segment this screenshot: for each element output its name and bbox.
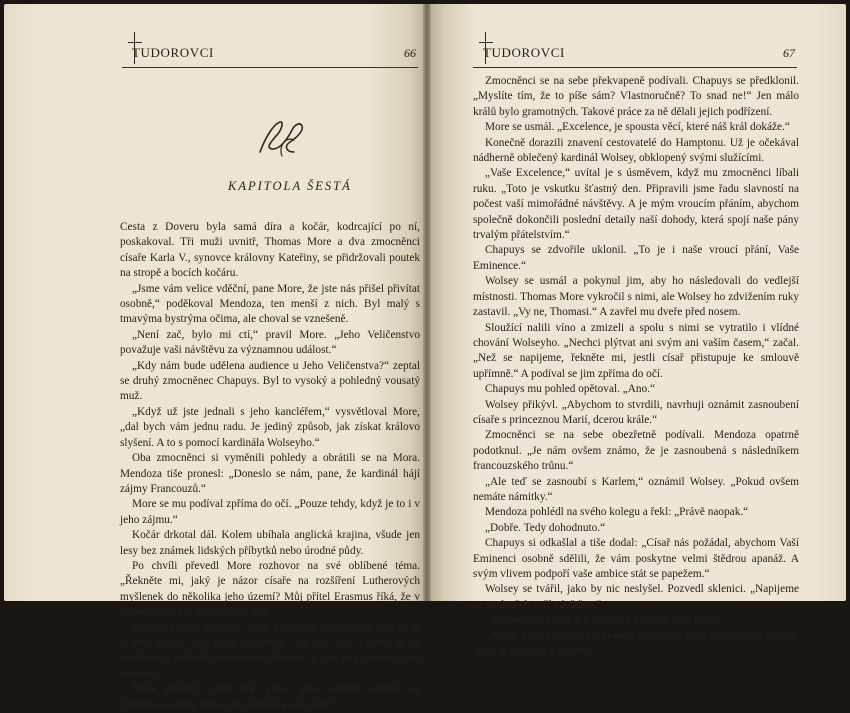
- paragraph: Chapuys mu pohled opětoval. „Ano.“: [485, 383, 656, 396]
- running-head: TUDOROVCI: [132, 45, 214, 60]
- right-page-header: [473, 38, 797, 68]
- paragraph: More se mu podíval zpříma do očí. „Pouze tehdy, když je to i v jeho zájmu.“: [120, 498, 420, 526]
- paragraph: More se usmál. „Excelence, je spousta věcí, které náš král dokáže.“: [485, 121, 790, 134]
- right-page: [427, 4, 846, 658]
- paragraph: „A teď, Vaše Eminence,“ pronesl Mendoza, když si připili na úspěch, „kdy se setkáme s králem?“: [473, 629, 799, 658]
- paragraph: Zmocněnci se na sebe obezřetně podívali. Mendoza opatrně podotknul. „Je nám ovšem známo, že je zasnoubená s následníkem francouzského trůnu.“: [473, 429, 799, 473]
- paragraph: „Rozhodně,“ přitakal Chapuys a pozvedl svůj pohár.: [485, 614, 723, 627]
- page-number: 67: [783, 46, 795, 60]
- paragraph: More přikývl. „Náš král právě píše pamflet útočící na Lutherovo učení, obhajující papeže a naši víru.“: [120, 683, 420, 711]
- paragraph: „Dobře. Tedy dohodnuto.“: [485, 521, 606, 534]
- left-page-header: [122, 38, 418, 68]
- paragraph: Oba zmocněnci si vyměnili pohledy a obrátili se na Mora. Mendoza tiše pronesl: „Doneslo se nám, pane, že kardinál hájí zájmy Francouzů.“: [120, 452, 420, 495]
- paragraph: Mendoza pohlédl na svého kolegu a řekl: „Právě naopak.“: [485, 506, 749, 519]
- paragraph: Kočár drkotal dál. Kolem ubíhala anglická krajina, všude jen lesy bez známek lidských příbytků nebo úrodné půdy.: [120, 529, 420, 557]
- paragraph: „Když už jste jednali s jeho kancléřem,“ vysvětloval More, „dal bych vám jednu radu. Je jediný způsob, jak získat královo slyšení. A to s pomocí kardinála Wolseyho.“: [120, 405, 420, 449]
- chapter-ornament-icon: [252, 116, 312, 160]
- paragraph: Chapuys se zdvořile uklonil. „To je i naše vroucí přání, Vaše Eminence.“: [473, 244, 799, 272]
- paragraph: Wolsey se tvářil, jako by nic neslyšel. Pozvedl sklenici. „Napijeme se na úspěch vaší návštěvy.“: [473, 583, 799, 611]
- open-book-spread: [4, 4, 846, 711]
- left-page: [4, 4, 427, 711]
- header-rule: [122, 67, 418, 68]
- chapter-title: KAPITOLA ŠESTÁ: [228, 179, 352, 193]
- paragraph: „Jsme vám velice vděční, pane More, že jste nás přišel přivítat osobně,“ poděkoval Mendoza, ten menší z nich. Byl malý s tmavýma bystrýma očima, ale choval se vznešeně.: [120, 282, 420, 326]
- paragraph: Chapuys si odkašlal a tiše dodal: „Císař nás požádal, abychom Vaší Eminenci osobně sdělili, že vám poskytne velmi štědrou apanáž. A svým vlivem podpoří vaše ambice stát se papežem.“: [473, 537, 799, 580]
- left-page-text: [120, 220, 420, 713]
- paragraph: Sloužící nalili víno a zmizeli a spolu s nimi se vytratilo i vlídné chování Wolseyho. „Nechci plýtvat ani svým ani vaším časem,“ začal. „Než se napijeme, řekněte mi, jestli císař přistupuje ke smlouvě upřímně.“ A podíval se jim zpříma do očí.: [473, 321, 799, 380]
- paragraph: Mendoza rozhodil ruce. „Jeho Výsost se snaží udělat vše, co je v jeho silách, aby tomu zabránila. Ale jak víte, Luther je na návštěvě u jednoho německého knížete, a tím je z dosahu jeho kontroly.“: [120, 621, 420, 680]
- book-gutter: [423, 4, 431, 601]
- paragraph: „Není zač, bylo mi ctí,“ pravil More. „Jeho Veličenstvo považuje vaši návštěvu za významnou událost.“: [120, 328, 420, 357]
- paragraph: Zmocněnci se na sebe překvapeně podívali. Chapuys se předklonil. „Myslíte tím, že to píše sám? Vlastnoručně? To snad ne!“ Jen málo králů bylo gramotných. Takové práce za ně dělali jejich podřízení.: [473, 75, 799, 118]
- running-head: TUDOROVCI: [483, 45, 565, 60]
- page-number: 66: [404, 46, 416, 60]
- paragraph: „Kdy nám bude udělena audience u Jeho Veličenstva?“ zeptal se druhý zmocněnec Chapuys. Byl to vysoký a pohledný vousatý muž.: [120, 359, 420, 403]
- header-rule: [473, 67, 797, 68]
- paragraph: Po chvíli převedl More rozhovor na své oblíbené téma. „Řekněte mi, jaký je názor císaře na rozšíření Lutherových myšlenek do několika jeho území? Můj přítel Erasmus říká, že v Německu se šíří jako oheň v lese.“: [120, 559, 420, 619]
- paragraph: Cesta z Doveru byla samá díra a kočár, kodrcající po ní, poskakoval. Tři muži uvnitř, Thomas More a dva zmocněnci císaře Karla V., synovce královny Kateřiny, se přidržovali poutek na stropě a bocích kočáru.: [120, 221, 420, 280]
- paragraph: „Vaše Excelence,“ uvítal je s úsměvem, když mu zmocněnci líbali ruku. „Toto je vskutku šťastný den. Připravili jsme řadu slavností na počest vaší mimořádné návštěvy. A je mým vroucím přáním, abychom společně dokončili poslední detaily naší dohody, která spojí naše pány trvalým přátelstvím.“: [473, 167, 799, 242]
- paragraph: Konečně dorazili znavení cestovatelé do Hamptonu. Už je očekával nádherně oblečený kardinál Wolsey, obklopený svými služícími.: [473, 136, 799, 165]
- paragraph: Wolsey přikývl. „Abychom to stvrdili, navrhuji oznámit zasnoubení císaře s princeznou Marií, dcerou krále.“: [473, 398, 799, 426]
- paragraph: Wolsey se usmál a pokynul jim, aby ho následovali do vedlejší místnosti. Thomas More vykročil s nimi, ale Wolsey ho zdvižením ruky zastavil. „Vy ne, Thomasi.“ A zavřel mu dveře před nosem.: [473, 275, 799, 319]
- paragraph: „Ale teď se zasnoubí s Karlem,“ oznámil Wolsey. „Pokud ovšem nemáte námitky.“: [473, 475, 799, 503]
- right-page-text: [473, 74, 799, 659]
